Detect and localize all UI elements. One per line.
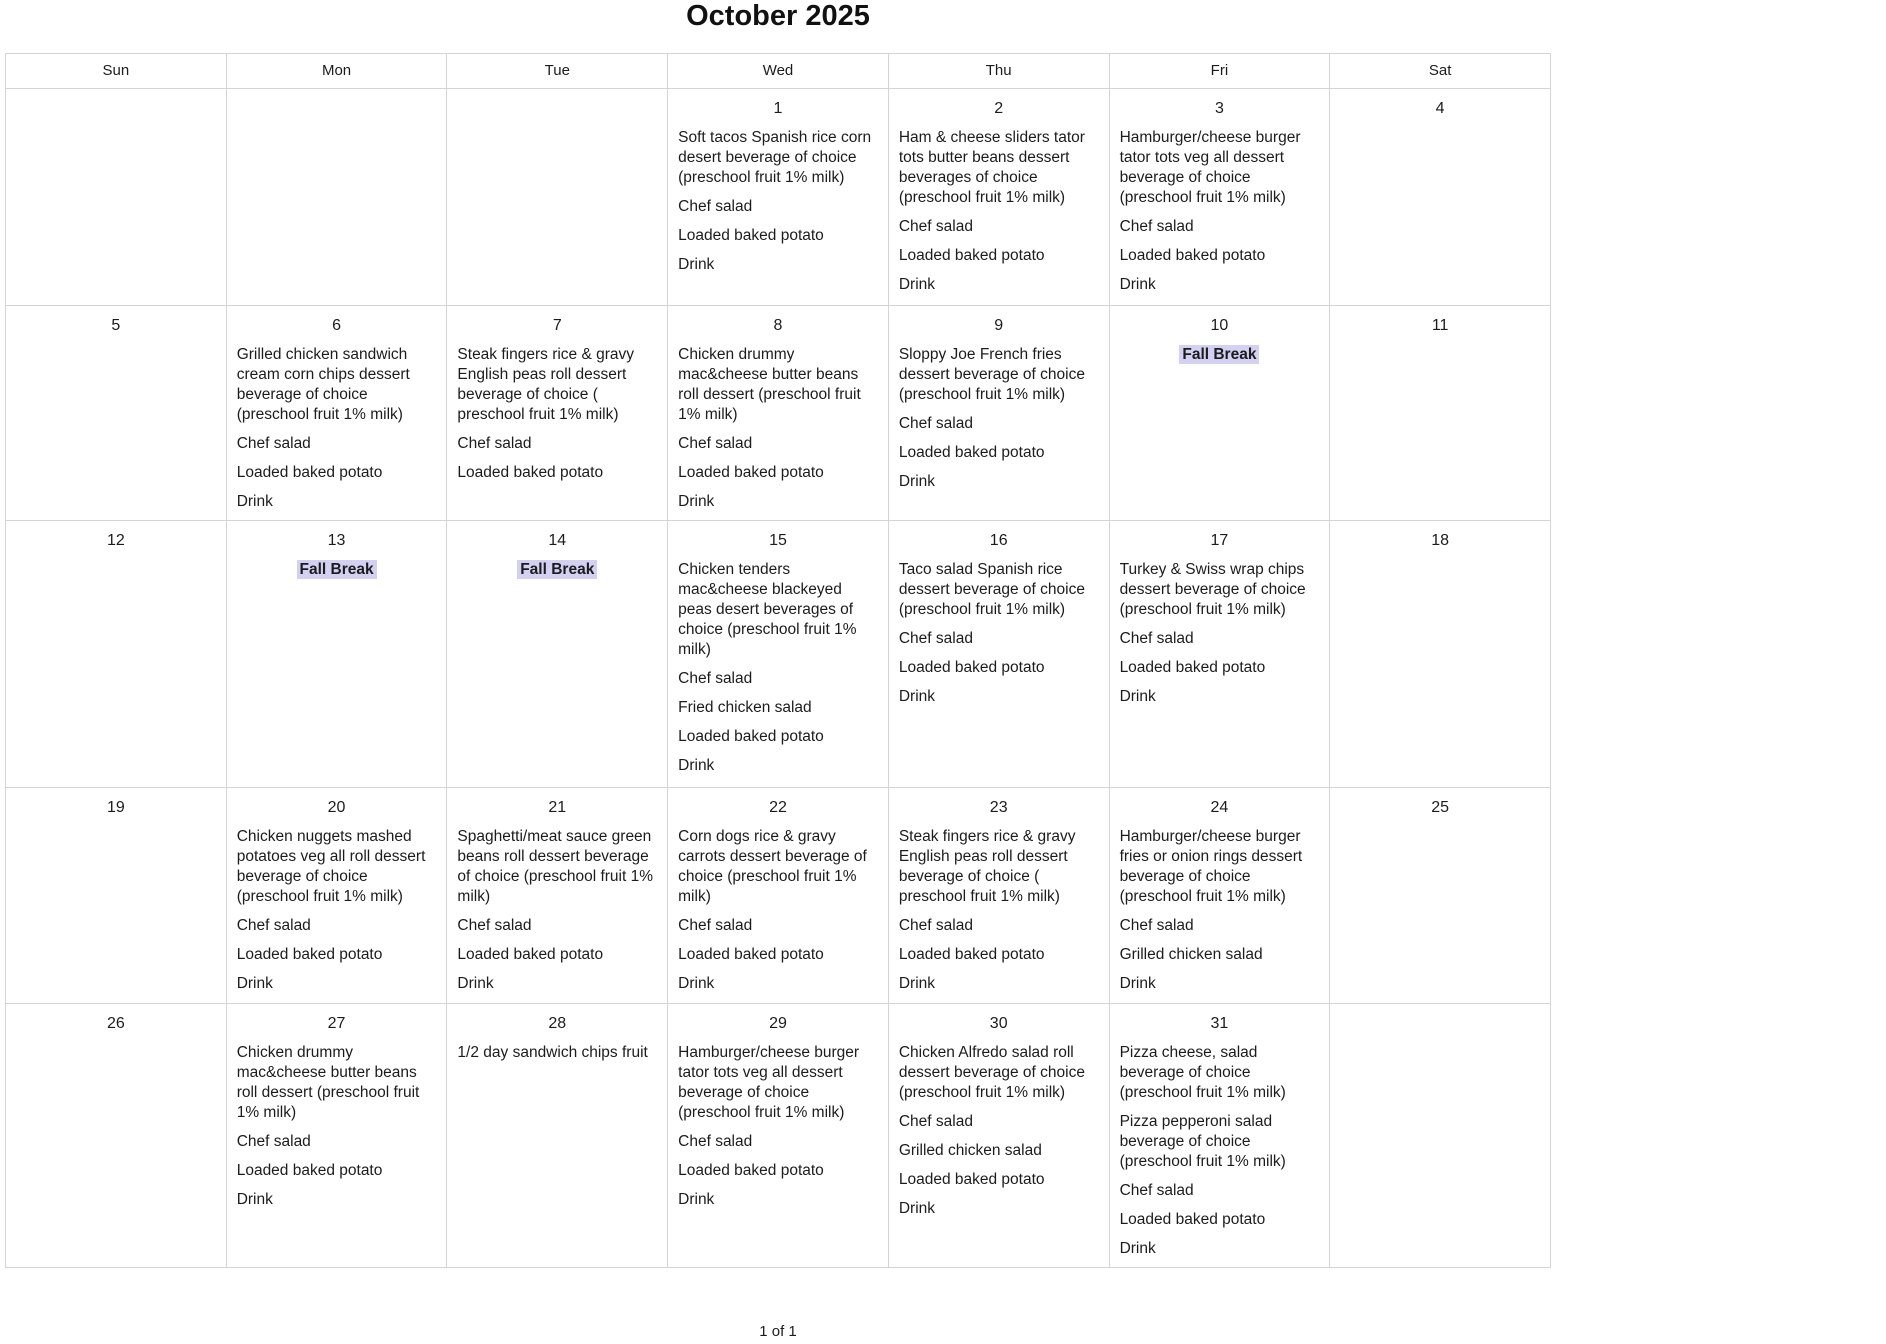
day-cell — [447, 788, 668, 1004]
day-number: 9 — [994, 317, 1004, 334]
menu-item: Drink — [898, 1200, 936, 1217]
menu-item: Loaded baked potato — [898, 946, 1045, 963]
day-cell — [227, 89, 448, 306]
day-cell — [889, 521, 1110, 788]
menu-item: Loaded baked potato — [1119, 659, 1266, 676]
day-number: 20 — [327, 799, 346, 816]
day-number: 15 — [769, 532, 787, 549]
menu-item: Pizza cheese, salad beverage of choice (preschool fruit 1% milk) — [1119, 1044, 1286, 1101]
day-number: 25 — [1431, 799, 1450, 816]
menu-item: Chef salad — [678, 917, 753, 934]
weekday-header: Tue — [447, 54, 668, 89]
menu-item: Steak fingers rice & gravy English peas roll dessert beverage of choice ( preschool fruit 1% milk) — [898, 828, 1076, 905]
day-number: 24 — [1210, 799, 1229, 816]
menu-item: Chef salad — [1119, 1182, 1194, 1199]
day-cell — [1330, 521, 1551, 788]
menu-item: Chef salad — [236, 917, 311, 934]
day-cell — [889, 89, 1110, 306]
day-cell — [1330, 1004, 1551, 1268]
menu-item: Grilled chicken sandwich cream corn chips dessert beverage of choice (preschool fruit 1% milk) — [236, 346, 410, 423]
menu-item: Chef salad — [898, 218, 973, 235]
menu-item: Chef salad — [898, 917, 973, 934]
day-cell — [227, 521, 448, 788]
day-number: 6 — [332, 317, 342, 334]
menu-item: Fried chicken salad — [678, 699, 812, 716]
menu-item: Loaded baked potato — [898, 1171, 1045, 1188]
day-cell — [6, 521, 227, 788]
menu-item: Chicken Alfredo salad roll dessert beverage of choice (preschool fruit 1% milk) — [898, 1044, 1085, 1101]
menu-item: Drink — [1119, 276, 1156, 293]
menu-item: 1/2 day sandwich chips fruit — [457, 1044, 648, 1061]
day-cell — [668, 1004, 889, 1268]
day-cell — [1110, 306, 1331, 521]
day-cell — [227, 1004, 448, 1268]
day-cell — [889, 306, 1110, 521]
day-number: 19 — [106, 799, 125, 816]
menu-item: Loaded baked potato — [678, 464, 824, 481]
menu-item: Corn dogs rice & gravy carrots dessert beverage of choice (preschool fruit 1% milk) — [678, 828, 867, 905]
menu-item: Loaded baked potato — [457, 464, 604, 481]
day-number: 14 — [548, 532, 567, 549]
menu-item: Drink — [1119, 1240, 1156, 1257]
day-number: 28 — [548, 1015, 567, 1032]
page-number: 1 of 1 — [759, 1323, 797, 1340]
menu-item: Loaded baked potato — [1119, 1211, 1266, 1228]
day-cell — [1330, 306, 1551, 521]
page-title: October 2025 — [686, 0, 870, 32]
day-cell — [447, 1004, 668, 1268]
calendar-grid — [5, 53, 1551, 1268]
menu-item: Drink — [457, 975, 494, 992]
fall-break — [457, 560, 657, 580]
menu-item: Drink — [236, 493, 273, 510]
day-cell — [1110, 521, 1331, 788]
day-cell — [889, 1004, 1110, 1268]
day-number: 8 — [773, 317, 783, 334]
day-number: 13 — [327, 532, 346, 549]
weekday-header: Wed — [668, 54, 889, 89]
menu-item: Chef salad — [678, 1133, 753, 1150]
menu-item: Chef salad — [236, 435, 311, 452]
menu-item: Drink — [678, 757, 715, 774]
day-number: 27 — [327, 1015, 346, 1032]
menu-item: Hamburger/cheese burger fries or onion rings dessert beverage of choice (preschool fruit 1% milk) — [1119, 828, 1303, 905]
day-number: 23 — [989, 799, 1008, 816]
menu-item: Chef salad — [898, 1113, 973, 1130]
fall-break-label: Fall Break — [1179, 345, 1259, 364]
menu-item: Taco salad Spanish rice dessert beverage of choice (preschool fruit 1% milk) — [898, 561, 1085, 618]
menu-item: Spaghetti/meat sauce green beans roll dessert beverage of choice (preschool fruit 1% milk) — [457, 828, 653, 905]
day-cell — [6, 89, 227, 306]
day-number: 26 — [106, 1015, 125, 1032]
menu-item: Chef salad — [898, 630, 973, 647]
menu-item: Chef salad — [1119, 630, 1194, 647]
day-cell — [1330, 89, 1551, 306]
fall-break-label: Fall Break — [517, 560, 597, 579]
menu-item: Sloppy Joe French fries dessert beverage of choice (preschool fruit 1% milk) — [898, 346, 1085, 403]
menu-item: Drink — [1119, 975, 1156, 992]
day-cell — [227, 788, 448, 1004]
menu-item: Hamburger/cheese burger tator tots veg all dessert beverage of choice (preschool fruit 1% milk) — [678, 1044, 860, 1121]
day-number: 1 — [773, 100, 783, 117]
menu-item: Drink — [236, 1191, 273, 1208]
day-number: 21 — [548, 799, 567, 816]
menu-item: Chef salad — [457, 917, 532, 934]
day-cell — [1110, 89, 1331, 306]
menu-item: Chef salad — [1119, 917, 1194, 934]
menu-item: Loaded baked potato — [457, 946, 604, 963]
menu-item: Loaded baked potato — [236, 1162, 383, 1179]
day-number: 5 — [111, 317, 121, 334]
day-number: 10 — [1210, 317, 1229, 334]
menu-item: Chef salad — [457, 435, 532, 452]
menu-item: Loaded baked potato — [678, 1162, 824, 1179]
menu-item: Soft tacos Spanish rice corn desert beverage of choice (preschool fruit 1% milk) — [678, 129, 872, 186]
menu-item: Drink — [678, 1191, 715, 1208]
menu-item: Steak fingers rice & gravy English peas roll dessert beverage of choice ( preschool fruit 1% milk) — [457, 346, 635, 423]
menu-item: Drink — [898, 688, 936, 705]
weekday-header: Sun — [6, 54, 227, 89]
day-cell — [1330, 788, 1551, 1004]
day-cell — [227, 306, 448, 521]
menu-item: Chef salad — [678, 198, 753, 215]
menu-item: Pizza pepperoni salad beverage of choice (preschool fruit 1% milk) — [1119, 1113, 1286, 1170]
menu-item: Chef salad — [678, 670, 753, 687]
menu-item: Chicken nuggets mashed potatoes veg all roll dessert beverage of choice (preschool fruit 1% milk) — [236, 828, 426, 905]
menu-item: Chef salad — [898, 415, 973, 432]
day-cell — [1110, 788, 1331, 1004]
weekday-header: Fri — [1110, 54, 1331, 89]
day-number: 2 — [994, 100, 1004, 117]
day-number: 17 — [1210, 532, 1229, 549]
day-number: 22 — [769, 799, 787, 816]
menu-item: Chef salad — [1119, 218, 1194, 235]
menu-item: Loaded baked potato — [236, 946, 383, 963]
weekday-header: Sat — [1330, 54, 1551, 89]
menu-item: Grilled chicken salad — [1119, 946, 1263, 963]
day-number: 18 — [1431, 532, 1450, 549]
menu-item: Turkey & Swiss wrap chips dessert beverage of choice (preschool fruit 1% milk) — [1119, 561, 1306, 618]
day-number: 7 — [552, 317, 562, 334]
day-number: 16 — [989, 532, 1008, 549]
day-cell — [1110, 1004, 1331, 1268]
day-number: 4 — [1435, 100, 1445, 117]
menu-item: Loaded baked potato — [898, 444, 1045, 461]
day-number: 12 — [106, 532, 125, 549]
day-number: 31 — [1210, 1015, 1229, 1032]
day-cell — [447, 89, 668, 306]
day-number: 29 — [769, 1015, 787, 1032]
menu-item: Drink — [678, 256, 715, 273]
day-cell — [6, 788, 227, 1004]
menu-item: Chicken drummy mac&cheese butter beans roll dessert (preschool fruit 1% milk) — [678, 346, 861, 423]
menu-item: Drink — [1119, 688, 1156, 705]
day-number: 11 — [1431, 317, 1449, 334]
weekday-header: Mon — [227, 54, 448, 89]
day-cell — [668, 788, 889, 1004]
menu-item: Loaded baked potato — [1119, 247, 1266, 264]
day-cell — [447, 521, 668, 788]
menu-item: Ham & cheese sliders tator tots butter beans dessert beverages of choice (preschool fruit 1% milk) — [898, 129, 1085, 206]
fall-break-label: Fall Break — [297, 560, 377, 579]
menu-item: Chicken drummy mac&cheese butter beans roll dessert (preschool fruit 1% milk) — [236, 1044, 420, 1121]
menu-item: Drink — [898, 975, 936, 992]
day-cell — [6, 1004, 227, 1268]
menu-item: Drink — [898, 473, 936, 490]
menu-item: Loaded baked potato — [678, 728, 824, 745]
fall-break — [1120, 345, 1320, 365]
day-cell — [668, 306, 889, 521]
day-number: 30 — [989, 1015, 1008, 1032]
menu-item: Grilled chicken salad — [898, 1142, 1042, 1159]
menu-item: Drink — [236, 975, 273, 992]
menu-item: Hamburger/cheese burger tator tots veg all dessert beverage of choice (preschool fruit 1% milk) — [1119, 129, 1301, 206]
menu-item: Chef salad — [236, 1133, 311, 1150]
menu-item: Drink — [678, 975, 715, 992]
menu-item: Loaded baked potato — [236, 464, 383, 481]
menu-item: Loaded baked potato — [678, 227, 824, 244]
menu-item: Drink — [678, 493, 715, 510]
day-cell — [668, 89, 889, 306]
menu-item: Loaded baked potato — [898, 247, 1045, 264]
menu-item: Loaded baked potato — [678, 946, 824, 963]
weekday-header: Thu — [889, 54, 1110, 89]
day-cell — [668, 521, 889, 788]
day-number: 3 — [1214, 100, 1224, 117]
menu-item: Chef salad — [678, 435, 753, 452]
menu-item: Chicken tenders mac&cheese blackeyed peas desert beverages of choice (preschool fruit 1% milk) — [678, 561, 857, 658]
menu-item: Loaded baked potato — [898, 659, 1045, 676]
day-cell — [6, 306, 227, 521]
fall-break — [237, 560, 437, 580]
menu-item: Drink — [898, 276, 936, 293]
day-cell — [447, 306, 668, 521]
day-cell — [889, 788, 1110, 1004]
